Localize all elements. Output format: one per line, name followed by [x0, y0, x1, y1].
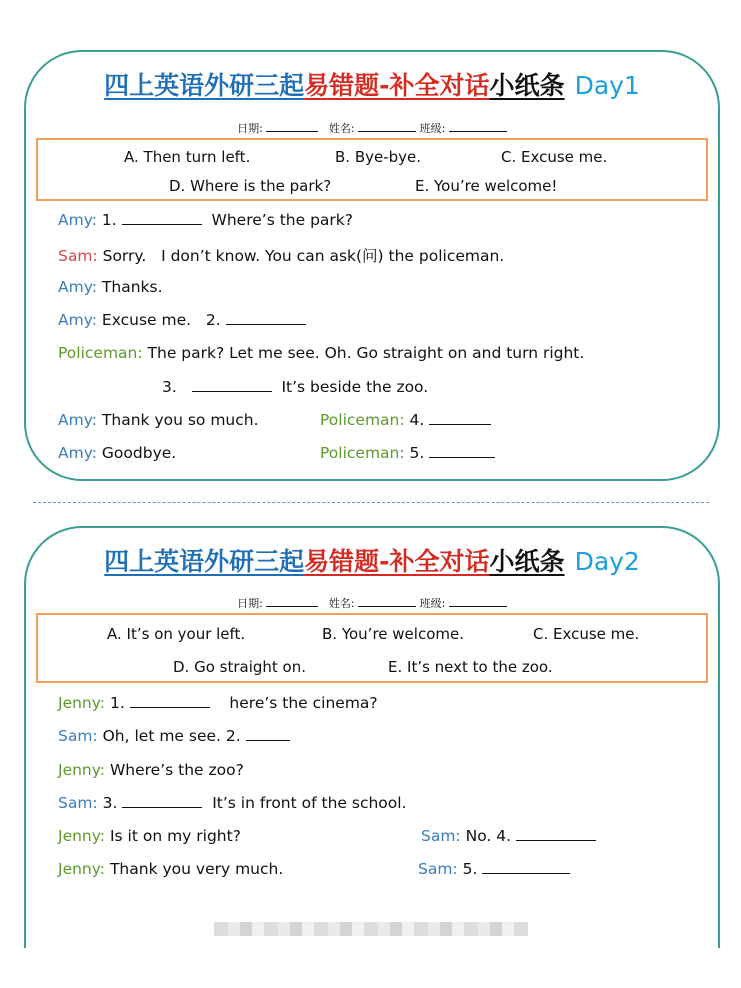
speaker-sam: Sam: [58, 727, 98, 745]
answer-blank-5[interactable] [429, 456, 495, 458]
speaker-amy: Amy: [58, 278, 97, 296]
date-label: 日期: [237, 122, 263, 135]
dialogue-line-8a [58, 444, 176, 462]
speaker-policeman: Policeman: [320, 444, 405, 462]
answer-blank-2[interactable] [226, 323, 306, 325]
dialogue-line-2 [58, 244, 504, 266]
line-text: Thank you very much. [109, 860, 284, 878]
options-box [36, 613, 708, 683]
speaker-sam: Sam: [421, 827, 461, 845]
blank-number: 3. [102, 794, 118, 812]
blank-number: 1. [109, 694, 125, 712]
option-b: B. You’re welcome. [322, 625, 464, 643]
line-text: Oh, let me see. 2. [102, 727, 241, 745]
dialogue-line-7a [58, 411, 259, 429]
dialogue-line-8b [320, 444, 495, 462]
line-text: It’s beside the zoo. [281, 378, 429, 396]
dialogue-line-2 [58, 727, 290, 745]
blank-number: 5. [462, 860, 478, 878]
card-title [26, 542, 718, 578]
speaker-jenny: Jenny: [58, 694, 106, 712]
blank-number: 4. [409, 411, 425, 429]
option-a: A. It’s on your left. [107, 625, 246, 643]
dialogue-line-1 [58, 211, 353, 229]
date-blank[interactable] [266, 130, 318, 132]
speaker-sam: Sam: [418, 860, 458, 878]
dialogue-line-1 [58, 694, 378, 712]
speaker-policeman: Policeman: [58, 344, 143, 362]
option-d: D. Go straight on. [173, 658, 307, 676]
name-label: 姓名: [328, 122, 355, 135]
answer-blank-1[interactable] [122, 223, 202, 225]
line-text: Thanks. [101, 278, 163, 296]
answer-blank-2[interactable] [246, 739, 290, 741]
options-box [36, 138, 708, 201]
title-day: Day2 [574, 547, 640, 576]
name-label: 姓名: [328, 597, 355, 610]
dialogue-line-6b [418, 860, 570, 878]
info-row [26, 120, 718, 136]
answer-blank-4[interactable] [429, 423, 491, 425]
title-part-topic: 易错题-补全对话 [304, 71, 490, 100]
blurred-watermark [214, 922, 528, 936]
line-text: Goodbye. [101, 444, 177, 462]
class-blank[interactable] [449, 605, 507, 607]
option-c: C. Excuse me. [501, 148, 608, 166]
speaker-sam: Sam: [58, 794, 98, 812]
line-text: The park? Let me see. Oh. Go straight on and turn right. [147, 344, 585, 362]
speaker-amy: Amy: [58, 311, 97, 329]
blank-number: 1. [101, 211, 117, 229]
option-b: B. Bye-bye. [335, 148, 422, 166]
answer-blank-3[interactable] [122, 806, 202, 808]
line-text: No. 4. [465, 827, 512, 845]
date-blank[interactable] [266, 605, 318, 607]
option-c: C. Excuse me. [533, 625, 640, 643]
line-text: Where’s the zoo? [109, 761, 244, 779]
title-day: Day1 [574, 71, 640, 100]
line-text: Where’s the park? [211, 211, 353, 229]
answer-blank-3[interactable] [192, 390, 272, 392]
line-text: Sorry. I don’t know. You can ask(问) the policeman. [102, 247, 505, 265]
dialogue-line-5 [58, 344, 584, 362]
line-text: Is it on my right? [109, 827, 241, 845]
blank-number: 5. [409, 444, 425, 462]
title-part-slip: 小纸条 [489, 71, 565, 100]
line-text: Excuse me. 2. [101, 311, 221, 329]
dialogue-line-5a [58, 827, 241, 845]
speaker-amy: Amy: [58, 444, 97, 462]
answer-blank-5[interactable] [482, 872, 570, 874]
option-e: E. It’s next to the zoo. [388, 658, 553, 676]
dialogue-line-4 [58, 794, 407, 812]
answer-blank-1[interactable] [130, 706, 210, 708]
speaker-amy: Amy: [58, 211, 97, 229]
info-row [26, 595, 718, 611]
title-part-grade: 四上英语外研三起 [104, 547, 305, 576]
speaker-jenny: Jenny: [58, 827, 106, 845]
date-label: 日期: [237, 597, 263, 610]
speaker-policeman: Policeman: [320, 411, 405, 429]
speaker-jenny: Jenny: [58, 761, 106, 779]
dialogue-line-4 [58, 311, 306, 329]
speaker-sam: Sam: [58, 247, 98, 265]
worksheet-card-day1 [24, 50, 720, 481]
option-e: E. You’re welcome! [415, 177, 558, 195]
option-a: A. Then turn left. [124, 148, 251, 166]
class-label: 班级: [419, 122, 446, 135]
line-text: It’s in front of the school. [212, 794, 407, 812]
worksheet-card-day2 [24, 526, 720, 948]
title-part-topic: 易错题-补全对话 [304, 547, 490, 576]
title-part-slip: 小纸条 [489, 547, 565, 576]
name-blank[interactable] [358, 605, 416, 607]
dialogue-line-3 [58, 278, 163, 296]
dialogue-line-7b [320, 411, 491, 429]
class-label: 班级: [419, 597, 446, 610]
cut-line-divider [33, 502, 709, 503]
name-blank[interactable] [358, 130, 416, 132]
line-text: Thank you so much. [101, 411, 259, 429]
card-title [26, 66, 718, 102]
speaker-jenny: Jenny: [58, 860, 106, 878]
dialogue-line-5b [421, 827, 596, 845]
blank-number: 3. [162, 378, 177, 396]
option-d: D. Where is the park? [169, 177, 332, 195]
dialogue-line-6 [162, 378, 428, 396]
speaker-amy: Amy: [58, 411, 97, 429]
dialogue-line-3 [58, 761, 244, 779]
line-text: here’s the cinema? [229, 694, 378, 712]
class-blank[interactable] [449, 130, 507, 132]
answer-blank-4[interactable] [516, 839, 596, 841]
title-part-grade: 四上英语外研三起 [104, 71, 305, 100]
dialogue-line-6a [58, 860, 283, 878]
